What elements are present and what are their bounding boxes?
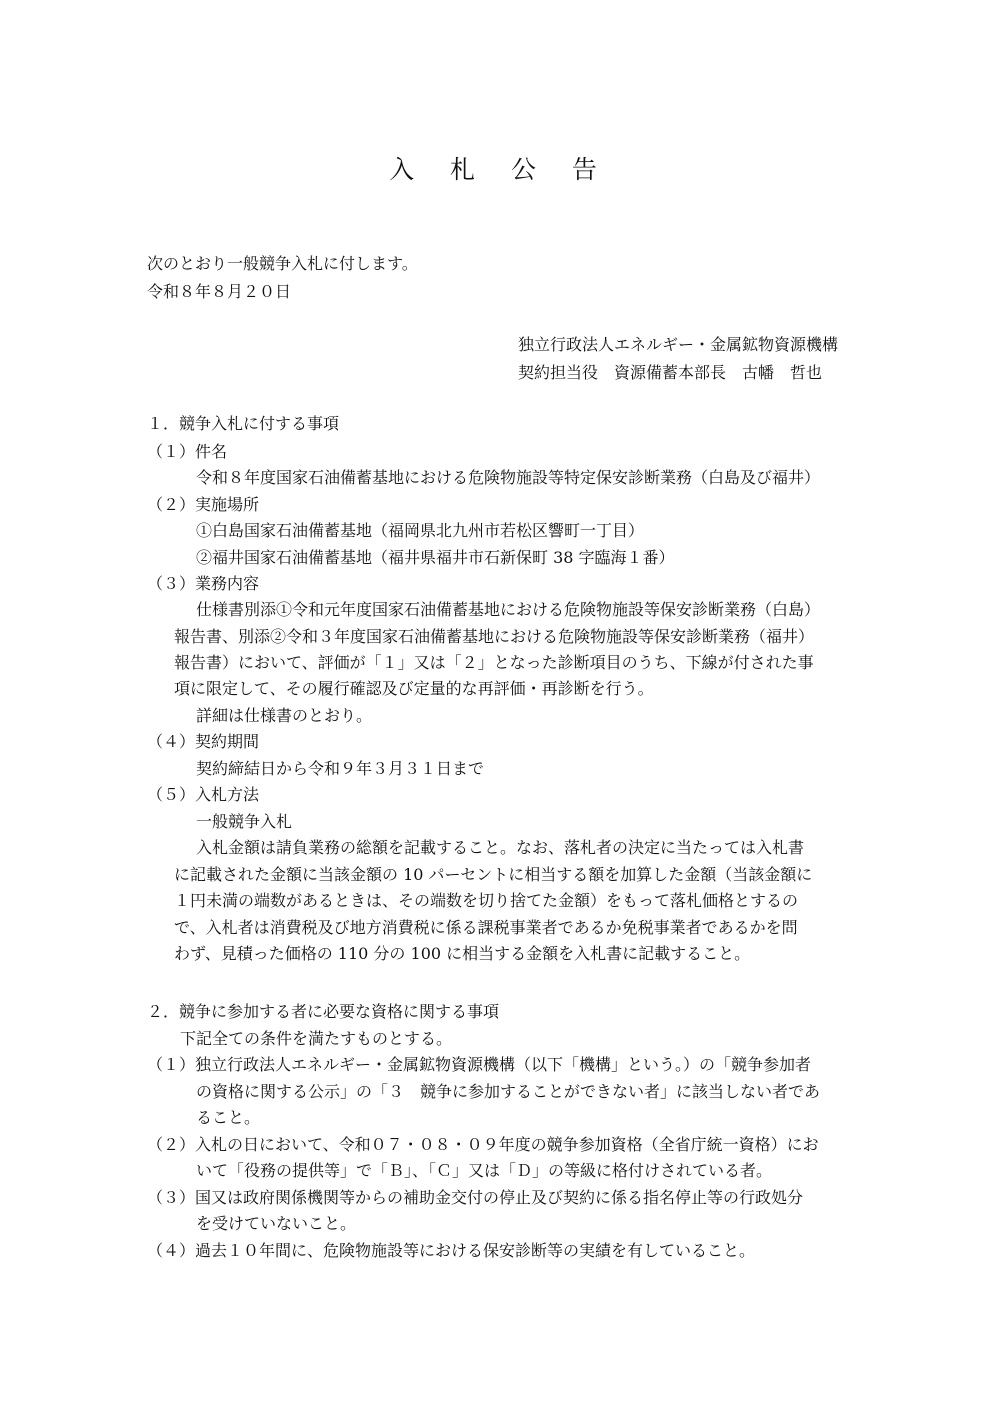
section1-item3-line: 報告書）において、評価が「１」又は「２」となった診断項目のうち、下線が付された事 [174,653,814,672]
section2-item2-line: いて「役務の提供等」で「Ｂ」、「Ｃ」又は「Ｄ」の等級に格付けされている者。 [196,1161,773,1180]
section1-item3-line: 報告書、別添②令和３年度国家石油備蓄基地における危険物施設等保安診断業務（福井） [174,627,815,646]
section2-item2-line: （２）入札の日において、令和０７・０８・０９年度の競争参加資格（全省庁統一資格）にお [147,1135,819,1154]
section1-item5-label: （５）入札方法 [147,785,260,804]
section2-item3-line: を受けていないこと。 [196,1214,357,1233]
section1-item5-line: に記載された金額に当該金額の 10 パーセントに相当する額を加算した金額（当該金額に [174,865,813,884]
section1-heading: １．競争入札に付する事項 [147,414,340,433]
issuer-person: 契約担当役 資源備蓄本部長 古幡 哲也 [518,363,823,382]
section1-item4-body: 契約締結日から令和９年３月３１日まで [196,759,485,778]
section1-item1-label: （１）件名 [147,442,228,461]
section1-item2-place1: ①白島国家石油備蓄基地（福岡県北九州市若松区響町一丁目） [196,521,645,540]
section1-item5-line: １円未満の端数があるときは、その端数を切り捨てた金額）をもって落札価格とするの [174,891,799,910]
section2-lead: 下記全ての条件を満たすものとする。 [180,1029,453,1048]
section1-item3-line: 項に限定して、その履行確認及び定量的な再評価・再診断を行う。 [174,679,654,698]
issuer-organization: 独立行政法人エネルギー・金属鉱物資源機構 [518,335,839,354]
document-title: 入 札 公 告 [389,155,611,184]
section1-item5-line: で、入札者は消費税及び地方消費税に係る課税事業者であるか免税事業者であるかを問 [174,918,798,937]
section2-item3-line: （３）国又は政府関係機関等からの補助金交付の停止及び契約に係る指名停止等の行政処分 [147,1188,804,1207]
section2-item4-line: （４）過去１０年間に、危険物施設等における保安診断等の実績を有していること。 [147,1241,756,1260]
section1-item3-detail: 詳細は仕様書のとおり。 [196,706,373,725]
section2-item1-line: ること。 [196,1108,261,1127]
notice-date: 令和８年８月２０日 [147,282,292,301]
section2-heading: ２．競争に参加する者に必要な資格に関する事項 [147,1002,500,1021]
intro-text: 次のとおり一般競争入札に付します。 [147,254,418,273]
section1-item3-label: （３）業務内容 [147,574,260,593]
section1-item3-line: 仕様書別添①令和元年度国家石油備蓄基地における危険物施設等保安診断業務（白島） [196,600,821,619]
section2-item1-line: （１）独立行政法人エネルギー・金属鉱物資源機構（以下「機構」という。）の「競争参加者 [147,1055,812,1074]
section1-item5-line: わず、見積った価格の 110 分の 100 に相当する金額を入札書に記載すること。 [174,944,751,963]
section1-item1-body: 令和８年度国家石油備蓄基地における危険物施設等特定保安診断業務（白島及び福井） [196,468,821,487]
section1-item2-place2: ②福井国家石油備蓄基地（福井県福井市石新保町 38 字臨海１番） [196,548,675,567]
section1-item5-line: 入札金額は請負業務の総額を記載すること。なお、落札者の決定に当たっては入札書 [196,838,805,857]
section2-item1-line: の資格に関する公示」の「３ 競争に参加することができない者」に該当しない者であ [196,1082,821,1101]
section1-item4-label: （４）契約期間 [147,732,260,751]
section1-item2-label: （２）実施場所 [147,495,260,514]
section1-item5-method: 一般競争入札 [196,812,293,831]
